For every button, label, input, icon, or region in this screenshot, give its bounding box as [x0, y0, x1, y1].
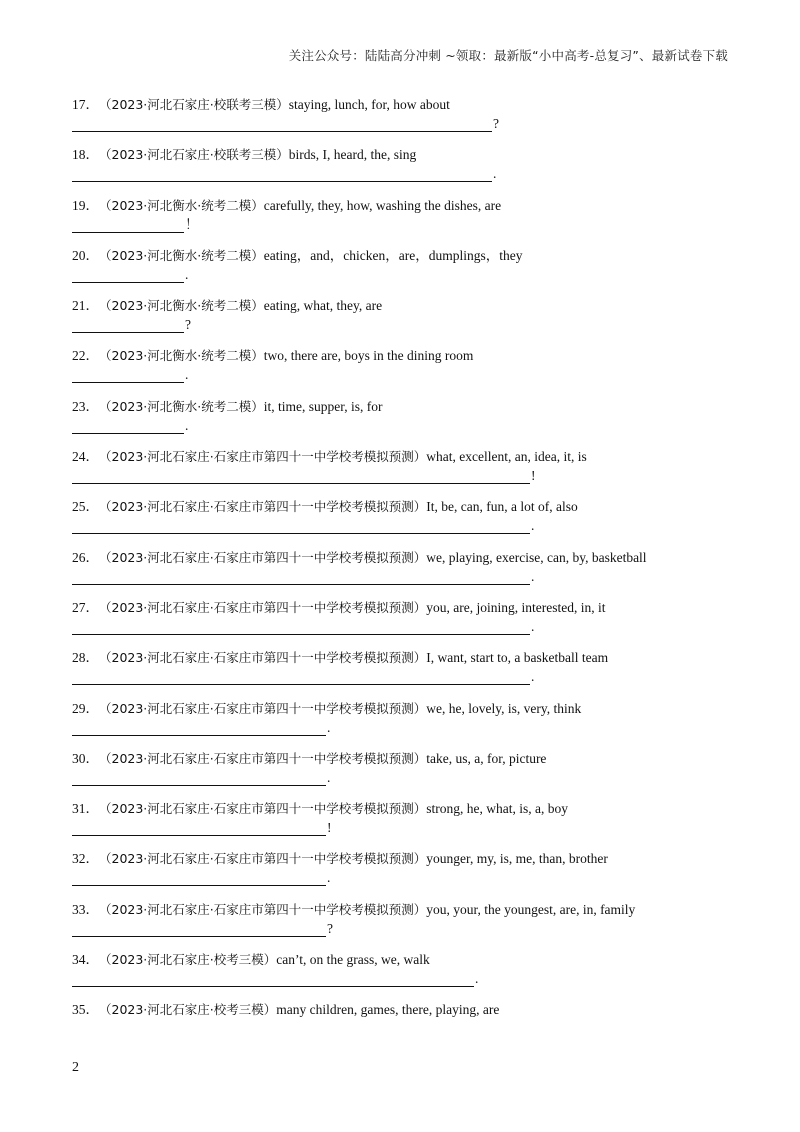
question-number: 35．: [72, 1002, 99, 1018]
question-prompt: [72, 700, 732, 718]
question-source: （2023·河北石家庄·石家庄市第四十一中学校考模拟预测）: [99, 700, 427, 716]
question-item: [72, 649, 732, 699]
question-number: 17．: [72, 97, 99, 112]
question-item: [72, 96, 732, 146]
question-item: [72, 347, 732, 397]
question-item: [72, 498, 732, 548]
answer-punctuation: .: [327, 719, 331, 735]
question-number: 28．: [72, 650, 99, 666]
page-header: 关注公众号：陆陆高分冲刺 ~领取：最新版“小中高考-总复习”、最新试卷下载: [288, 48, 728, 63]
question-prompt: [72, 549, 732, 567]
question-source: （2023·河北衡水·统考二模）: [99, 398, 264, 414]
question-prompt: [72, 649, 732, 667]
answer-line: [72, 365, 188, 385]
question-item: [72, 951, 732, 1001]
question-source: （2023·河北石家庄·石家庄市第四十一中学校考模拟预测）: [99, 449, 427, 465]
answer-line: [72, 315, 191, 335]
answer-blank[interactable]: [72, 667, 530, 685]
question-item: [72, 700, 732, 750]
question-prompt: [72, 850, 732, 868]
answer-punctuation: .: [327, 870, 331, 886]
answer-punctuation: ?: [185, 317, 191, 333]
question-prompt: [72, 800, 732, 818]
answer-blank[interactable]: [72, 617, 530, 635]
question-source: （2023·河北衡水·统考二模）: [99, 247, 264, 263]
question-prompt: [72, 448, 732, 466]
answer-line: [72, 768, 330, 788]
question-number: 22．: [72, 348, 99, 364]
question-item: [72, 197, 732, 247]
question-number: 20．: [72, 247, 99, 263]
answer-blank[interactable]: [72, 416, 184, 434]
question-number: 34．: [72, 952, 99, 968]
question-source: （2023·河北石家庄·校联考三模）: [99, 97, 289, 112]
question-number: 30．: [72, 750, 99, 766]
question-number: 29．: [72, 700, 99, 716]
question-number: 33．: [72, 901, 99, 917]
question-number: 26．: [72, 549, 99, 565]
answer-punctuation: !: [531, 468, 536, 484]
question-prompt: [72, 750, 732, 768]
answer-blank[interactable]: [72, 768, 326, 786]
answer-punctuation: .: [531, 618, 535, 634]
question-source: （2023·河北石家庄·石家庄市第四十一中学校考模拟预测）: [99, 650, 427, 666]
question-item: [72, 800, 732, 850]
answer-punctuation: .: [531, 568, 535, 584]
question-source: （2023·河北衡水·统考二模）: [99, 197, 264, 213]
answer-punctuation: ?: [327, 920, 333, 936]
question-words: two, there are, boys in the dining room: [263, 348, 474, 364]
answer-line: [72, 868, 330, 888]
answer-blank[interactable]: [72, 265, 184, 283]
question-source: （2023·河北石家庄·校考三模）: [99, 1002, 277, 1018]
answer-punctuation: .: [493, 166, 497, 182]
question-item: [72, 247, 732, 297]
question-item: [72, 901, 732, 951]
answer-blank[interactable]: [72, 215, 184, 233]
question-words: many children, games, there, playing, are: [276, 1002, 500, 1018]
question-prompt: [72, 96, 732, 114]
question-item: [72, 850, 732, 900]
question-item: [72, 398, 732, 448]
question-words: strong, he, what, is, a, boy: [426, 801, 568, 817]
question-prompt: [72, 197, 732, 215]
answer-line: [72, 516, 534, 536]
answer-blank[interactable]: [72, 315, 184, 333]
question-prompt: [72, 951, 732, 969]
question-item: [72, 146, 732, 196]
question-words: staying, lunch, for, how about: [288, 97, 450, 112]
answer-punctuation: .: [185, 266, 189, 282]
answer-blank[interactable]: [72, 818, 326, 836]
question-words: younger, my, is, me, than, brother: [426, 851, 608, 867]
answer-punctuation: .: [185, 417, 189, 433]
answer-line: [72, 215, 199, 235]
answer-punctuation: .: [185, 367, 189, 383]
question-number: 32．: [72, 851, 99, 867]
answer-line: [72, 667, 534, 687]
question-item: [72, 549, 732, 599]
answer-punctuation: .: [531, 518, 535, 534]
question-source: （2023·河北石家庄·石家庄市第四十一中学校考模拟预测）: [99, 499, 427, 515]
question-item: [72, 448, 732, 498]
answer-line: [72, 818, 332, 838]
answer-line: [72, 617, 534, 637]
question-prompt: [72, 901, 732, 919]
question-item: [72, 750, 732, 800]
answer-blank[interactable]: [72, 365, 184, 383]
answer-line: [72, 466, 536, 486]
answer-blank[interactable]: [72, 164, 492, 182]
question-source: （2023·河北石家庄·校考三模）: [99, 952, 277, 968]
question-number: 27．: [72, 599, 99, 615]
answer-blank[interactable]: [72, 919, 326, 937]
answer-line: [72, 969, 478, 989]
question-prompt: [72, 599, 732, 617]
question-words: we, playing, exercise, can, by, basketball: [426, 549, 647, 565]
answer-punctuation: !: [327, 820, 332, 836]
answer-line: [72, 919, 333, 939]
question-number: 25．: [72, 499, 99, 515]
question-words: take, us, a, for, picture: [426, 750, 547, 766]
question-words: It, be, can, fun, a lot of, also: [426, 499, 578, 515]
answer-blank[interactable]: [72, 567, 530, 585]
answer-line: [72, 718, 330, 738]
question-item: [72, 297, 732, 347]
question-words: eating, what, they, are: [263, 298, 383, 314]
answer-blank[interactable]: [72, 466, 530, 484]
question-number: 18．: [72, 147, 99, 163]
question-words: what, excellent, an, idea, it, is: [426, 449, 587, 465]
answer-punctuation: .: [475, 971, 479, 987]
question-words: birds, I, heard, the, sing: [288, 147, 417, 163]
question-source: （2023·河北石家庄·石家庄市第四十一中学校考模拟预测）: [99, 750, 427, 766]
question-prompt: [72, 498, 732, 516]
question-source: （2023·河北石家庄·石家庄市第四十一中学校考模拟预测）: [99, 901, 427, 917]
question-source: （2023·河北石家庄·校联考三模）: [99, 147, 289, 163]
answer-blank[interactable]: [72, 516, 530, 534]
answer-line: [72, 416, 188, 436]
question-number: 19．: [72, 197, 99, 213]
question-list: [72, 96, 732, 1052]
question-source: （2023·河北石家庄·石家庄市第四十一中学校考模拟预测）: [99, 801, 427, 817]
question-words: eating，and，chicken，are，dumplings，they: [263, 247, 523, 263]
question-prompt: [72, 146, 732, 164]
question-number: 31．: [72, 801, 99, 817]
question-words: can’t, on the grass, we, walk: [276, 952, 430, 968]
question-prompt: [72, 398, 732, 416]
question-words: carefully, they, how, washing the dishes, are: [263, 197, 502, 213]
answer-punctuation: ?: [493, 116, 499, 131]
question-words: we, he, lovely, is, very, think: [426, 700, 582, 716]
answer-blank[interactable]: [72, 868, 326, 886]
question-source: （2023·河北衡水·统考二模）: [99, 348, 264, 364]
question-words: it, time, supper, is, for: [263, 398, 383, 414]
question-prompt: [72, 297, 732, 315]
question-number: 23．: [72, 398, 99, 414]
question-source: （2023·河北石家庄·石家庄市第四十一中学校考模拟预测）: [99, 549, 427, 565]
page-number: 2: [72, 1060, 79, 1075]
question-words: I, want, start to, a basketball team: [426, 650, 609, 666]
question-number: 21．: [72, 298, 99, 314]
question-prompt: [72, 247, 732, 265]
question-source: （2023·河北石家庄·石家庄市第四十一中学校考模拟预测）: [99, 599, 427, 615]
answer-blank[interactable]: [72, 969, 474, 987]
question-item: [72, 1001, 732, 1051]
question-item: [72, 599, 732, 649]
question-source: （2023·河北石家庄·石家庄市第四十一中学校考模拟预测）: [99, 851, 427, 867]
answer-blank[interactable]: [72, 114, 492, 132]
question-number: 24．: [72, 449, 99, 465]
answer-line: [72, 265, 188, 285]
question-prompt: [72, 347, 732, 365]
answer-punctuation: .: [327, 769, 331, 785]
answer-punctuation: ！: [185, 216, 199, 232]
question-words: you, are, joining, interested, in, it: [426, 599, 606, 615]
question-words: you, your, the youngest, are, in, family: [426, 901, 636, 917]
answer-line: [72, 114, 499, 134]
answer-blank[interactable]: [72, 718, 326, 736]
answer-punctuation: .: [531, 669, 535, 685]
answer-line: [72, 164, 496, 184]
answer-line: [72, 567, 534, 587]
question-prompt: [72, 1001, 732, 1019]
question-source: （2023·河北衡水·统考二模）: [99, 298, 264, 314]
